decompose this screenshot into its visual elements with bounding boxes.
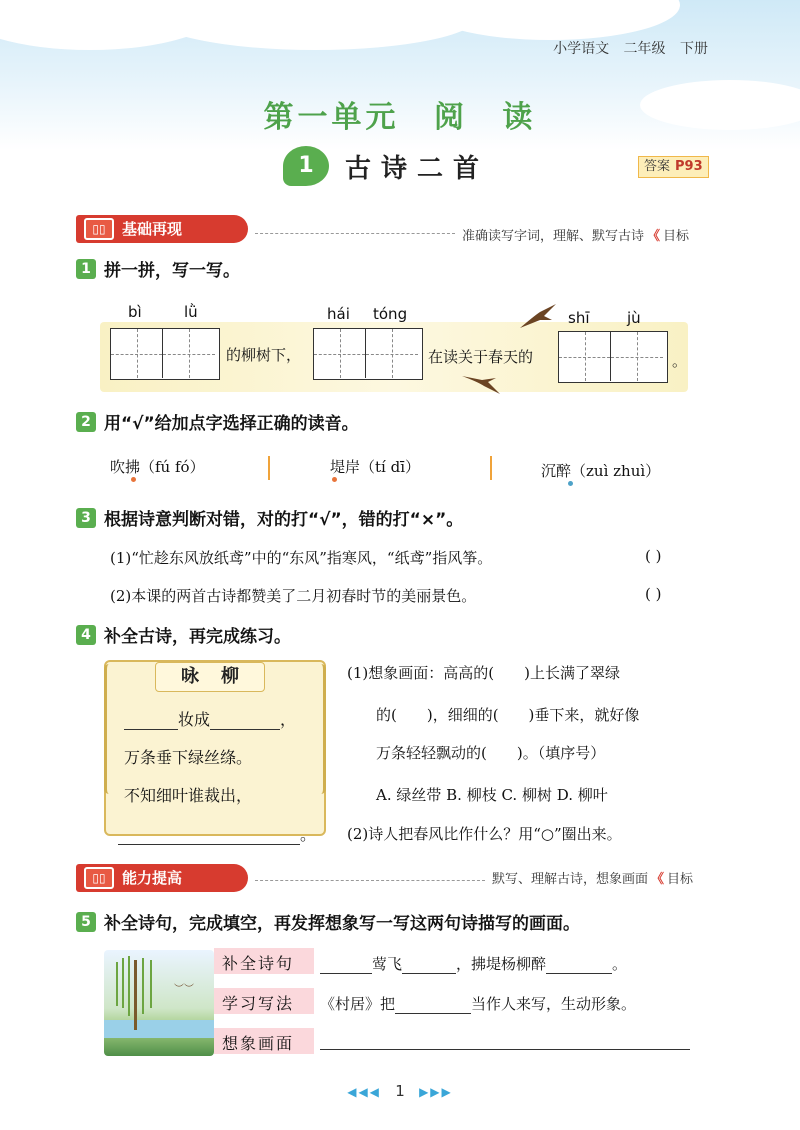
lesson-number: 1 [283, 146, 329, 186]
question-title: 补全诗句，完成填空，再发挥想象写一写这两句诗描写的画面。 [104, 914, 580, 934]
answer-reference[interactable] [638, 156, 709, 178]
question-number: 1 [76, 259, 96, 279]
fill-blank[interactable] [124, 729, 178, 730]
line-text: 《村居》把 [320, 995, 396, 1013]
fill-line [320, 993, 636, 1014]
poem-title: 咏柳 [155, 662, 265, 692]
fill-blank[interactable] [210, 729, 280, 730]
pinyin: lǜ [184, 303, 198, 321]
question-number: 3 [76, 508, 96, 528]
goal-mark: 目标 [663, 229, 690, 244]
tree-trunk [134, 960, 137, 1030]
question-number: 4 [76, 625, 96, 645]
writing-grid[interactable] [313, 328, 423, 380]
option-line: A. 绿丝带 B. 柳枝 C. 柳树 D. 柳叶 [376, 786, 608, 804]
swallow-icon [460, 370, 502, 396]
goal-arrow-icon: 《 [647, 229, 661, 244]
fill-line [320, 953, 627, 974]
sentence-text: 的柳树下， [226, 346, 302, 364]
willow-branch [116, 962, 118, 1006]
question-title: 拼一拼，写一写。 [104, 261, 240, 281]
fill-blank[interactable] [118, 844, 300, 845]
willow-branch [122, 958, 124, 1008]
book-icon: ▯▯ [84, 867, 114, 889]
line-text: 当作人来写，生动形象。 [471, 995, 637, 1013]
goal-text: 准确读写字词，理解、默写古诗 [462, 229, 645, 244]
poem-text: 妆成 [178, 710, 211, 729]
writing-grid[interactable] [110, 328, 220, 380]
book-icon: ▯▯ [84, 218, 114, 240]
reading-choice[interactable]: 沉醉（zuì zhuì） [541, 462, 661, 480]
willow-scene-illustration [104, 950, 214, 1056]
exercise-line: 的( )，细细的( )垂下来，就好像 [376, 706, 640, 724]
fill-blank[interactable] [546, 973, 612, 974]
sentence-text: 。 [672, 352, 688, 370]
exercise-line: (2)诗人把春风比作什么？用“○”圈出来。 [347, 825, 622, 843]
sentence-text: 在读关于春天的 [428, 348, 534, 366]
exercise-line: 万条轻轻飘动的( )。（填序号） [376, 744, 606, 762]
question-number: 2 [76, 412, 96, 432]
divider [255, 233, 455, 234]
header-volume: 下册 [680, 41, 708, 57]
line-text: 。 [612, 955, 628, 973]
bird-icon: ︶︶ [174, 984, 194, 995]
poem-line [124, 707, 296, 730]
unit-title: 第一单元 阅 读 [263, 100, 537, 135]
goal-text: 默写、理解古诗，想象画面 [492, 872, 649, 887]
exercise-line: (1)想象画面：高高的( )上长满了翠绿 [347, 664, 620, 682]
separator [490, 456, 492, 480]
lesson-title: 古诗二首 [345, 154, 490, 184]
row-label: 想象画面 [222, 1034, 295, 1053]
section-goal [462, 225, 689, 244]
goal-mark: 目标 [667, 872, 694, 887]
writing-grid[interactable] [558, 331, 668, 383]
swallow-icon [518, 302, 558, 332]
answer-parenthesis[interactable]: ( ) [645, 547, 662, 565]
section-badge-label: 能力提高 [122, 869, 183, 887]
poem-text: 。 [300, 825, 317, 844]
page-header [553, 38, 708, 58]
judge-statement: (2)本课的两首古诗都赞美了二月初春时节的美丽景色。 [110, 587, 477, 605]
fill-blank[interactable] [320, 973, 372, 974]
answer-parenthesis[interactable]: ( ) [645, 585, 662, 603]
header-grade: 二年级 [623, 41, 666, 57]
answer-page: P93 [675, 159, 703, 174]
emphasis-dot [131, 477, 136, 482]
pinyin: hái [327, 305, 350, 323]
reading-choice[interactable]: 吹拂（fú fó） [110, 458, 205, 476]
river [104, 1020, 214, 1038]
poem-line: 不知细叶谁裁出， [124, 786, 253, 805]
question-title: 根据诗意判断对错，对的打“√”，错的打“×”。 [104, 510, 464, 530]
question-title: 补全古诗，再完成练习。 [104, 627, 291, 647]
line-text: 莺飞 [372, 955, 403, 973]
goal-arrow-icon: 《 [651, 872, 665, 887]
pinyin: shī [568, 309, 590, 327]
reading-choice[interactable]: 堤岸（tí dī） [330, 458, 420, 476]
willow-branch [142, 958, 144, 1014]
next-arrows-icon: ▶▶▶ [419, 1085, 453, 1099]
section-goal [492, 868, 693, 887]
willow-branch [150, 960, 152, 1008]
emphasis-dot [332, 477, 337, 482]
writing-line[interactable] [320, 1030, 690, 1050]
page-footer [0, 1082, 800, 1100]
ribbon-decoration [104, 664, 114, 794]
emphasis-dot [568, 481, 573, 486]
pinyin: tóng [373, 305, 408, 323]
page-number: 1 [395, 1082, 405, 1100]
question-title: 用“√”给加点字选择正确的读音。 [104, 414, 359, 434]
poem-line [118, 822, 316, 845]
ribbon-decoration [316, 664, 326, 794]
question-number: 5 [76, 912, 96, 932]
pinyin: jù [627, 309, 641, 327]
separator [268, 456, 270, 480]
row-label: 补全诗句 [222, 954, 295, 973]
answer-label: 答案 [644, 159, 671, 174]
line-text: ，拂堤杨柳醉 [456, 955, 547, 973]
row-label: 学习写法 [222, 994, 295, 1013]
divider [255, 880, 485, 881]
section-badge-label: 基础再现 [122, 220, 183, 238]
fill-blank[interactable] [402, 973, 456, 974]
pinyin: bì [128, 303, 142, 321]
poem-line: 万条垂下绿丝绦。 [124, 748, 253, 767]
header-subject: 小学语文 [553, 41, 610, 57]
poem-text: ， [280, 710, 297, 729]
prev-arrows-icon: ◀◀◀ [347, 1085, 381, 1099]
judge-statement: (1)“忙趁东风放纸鸢”中的“东风”指寒风，“纸鸢”指风筝。 [110, 549, 493, 567]
willow-branch [128, 956, 130, 1016]
fill-blank[interactable] [395, 1013, 471, 1014]
